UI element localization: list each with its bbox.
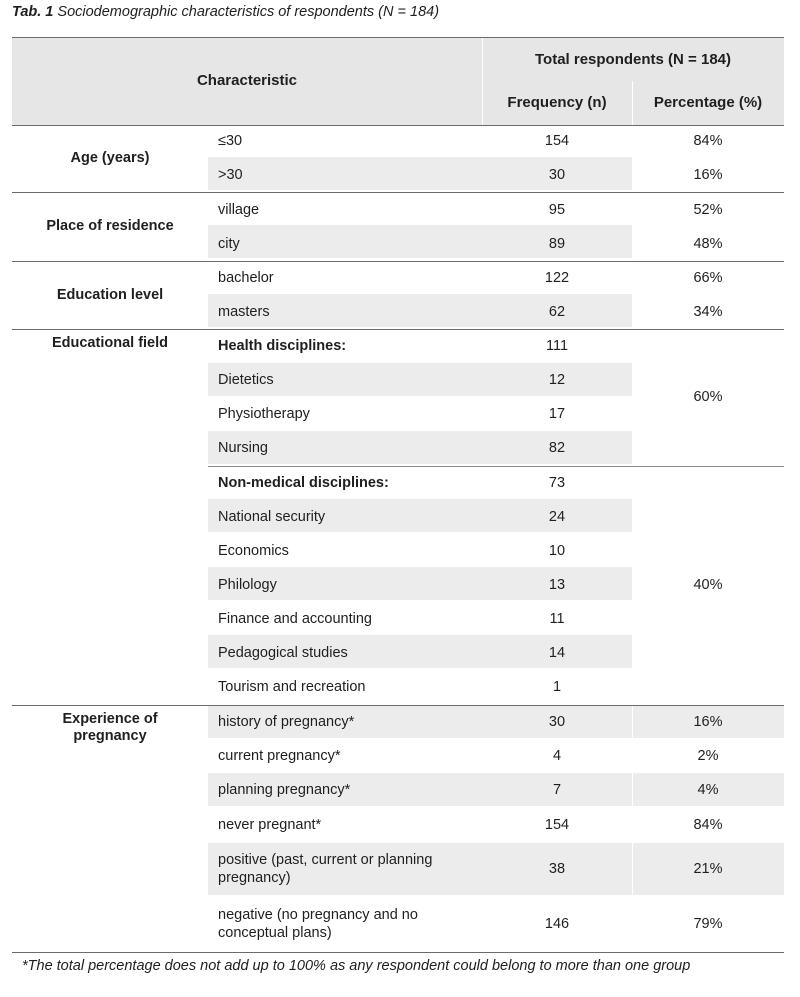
header-total: Total respondents (N = 184) [534, 51, 731, 68]
row-item: village [218, 202, 260, 218]
row-frequency: 30 [548, 714, 566, 730]
row-item: Finance and accounting [218, 611, 372, 627]
row-item: bachelor [218, 270, 274, 286]
header-characteristic: Characteristic [196, 72, 298, 89]
row-percentage: 34% [693, 304, 723, 320]
row-item: planning pregnancy* [218, 782, 351, 798]
row-item: current pregnancy* [218, 748, 341, 764]
row-frequency: 11 [549, 611, 565, 627]
row-frequency: 1 [552, 679, 562, 695]
row-frequency: 122 [544, 270, 570, 286]
row-frequency: 7 [552, 782, 562, 798]
row-item: Dietetics [218, 372, 274, 388]
rule-group [12, 705, 784, 706]
header-frequency: Frequency (n) [507, 94, 607, 111]
row-item-line2: pregnancy) [218, 870, 291, 886]
subgroup-percentage: 60% [693, 389, 723, 405]
row-item-line1: positive (past, current or planning [218, 852, 433, 868]
row-percentage: 16% [693, 714, 723, 730]
group-label-age: Age (years) [70, 150, 150, 166]
row-frequency: 95 [548, 202, 566, 218]
row-item: National security [218, 509, 326, 525]
row-frequency: 38 [548, 861, 566, 877]
subgroup-frequency: 73 [548, 475, 566, 491]
row-item-line2: conceptual plans) [218, 925, 332, 941]
row-percentage: 66% [693, 270, 723, 286]
row-percentage: 48% [693, 236, 723, 252]
caption-label: Tab. 1 [12, 4, 54, 20]
row-item: city [218, 236, 240, 252]
caption-text: Sociodemographic characteristics of respondents (N = 184) [57, 4, 440, 20]
row-percentage: 16% [693, 167, 723, 183]
header-percentage: Percentage (%) [653, 94, 763, 111]
row-item: Tourism and recreation [218, 679, 366, 695]
row-frequency: 154 [544, 817, 570, 833]
row-item: history of pregnancy* [218, 714, 355, 730]
row-item: Nursing [218, 440, 268, 456]
row-percentage: 84% [693, 133, 723, 149]
row-frequency: 62 [548, 304, 566, 320]
row-frequency: 24 [548, 509, 566, 525]
row-item: Physiotherapy [218, 406, 310, 422]
row-item: ≤30 [218, 133, 243, 149]
row-percentage: 52% [693, 202, 723, 218]
rule-subgroup [208, 466, 784, 467]
row-frequency: 17 [548, 406, 566, 422]
rule-header [12, 125, 784, 126]
row-item: masters [218, 304, 270, 320]
row-percentage: 79% [693, 916, 723, 932]
subgroup-frequency: 111 [545, 338, 569, 354]
group-label-pregnancy-line2: pregnancy [73, 728, 147, 744]
row-item: >30 [218, 167, 243, 183]
row-frequency: 4 [552, 748, 562, 764]
row-item: Pedagogical studies [218, 645, 348, 661]
subgroup-title-health: Health disciplines: [218, 338, 347, 354]
subgroup-title-nonmedical: Non-medical disciplines: [218, 475, 389, 491]
table-caption [12, 4, 439, 20]
row-frequency: 89 [548, 236, 566, 252]
group-label-field: Educational field [51, 335, 168, 351]
row-percentage: 4% [697, 782, 719, 798]
row-frequency: 10 [548, 543, 566, 559]
row-frequency: 12 [548, 372, 566, 388]
row-frequency: 14 [548, 645, 566, 661]
row-percentage: 2% [697, 748, 719, 764]
row-item: Philology [218, 577, 277, 593]
table-footnote: *The total percentage does not add up to 100% as any respondent could belong to more than one group [22, 958, 691, 974]
group-label-education: Education level [56, 287, 164, 303]
row-frequency: 82 [548, 440, 566, 456]
rule-group [12, 329, 784, 330]
group-label-pregnancy-line1: Experience of [62, 711, 158, 727]
row-frequency: 30 [548, 167, 566, 183]
row-frequency: 146 [544, 916, 570, 932]
row-frequency: 13 [548, 577, 566, 593]
row-item: never pregnant* [218, 817, 322, 833]
rule-bottom [12, 952, 784, 953]
subgroup-percentage: 40% [693, 577, 723, 593]
row-frequency: 154 [544, 133, 570, 149]
row-item: Economics [218, 543, 289, 559]
row-percentage: 84% [693, 817, 723, 833]
group-label-residence: Place of residence [46, 218, 174, 234]
rule-top [12, 37, 784, 38]
row-item-line1: negative (no pregnancy and no [218, 907, 418, 923]
row-percentage: 21% [693, 861, 723, 877]
rule-group [12, 192, 784, 193]
data-table [12, 37, 784, 953]
rule-group [12, 261, 784, 262]
